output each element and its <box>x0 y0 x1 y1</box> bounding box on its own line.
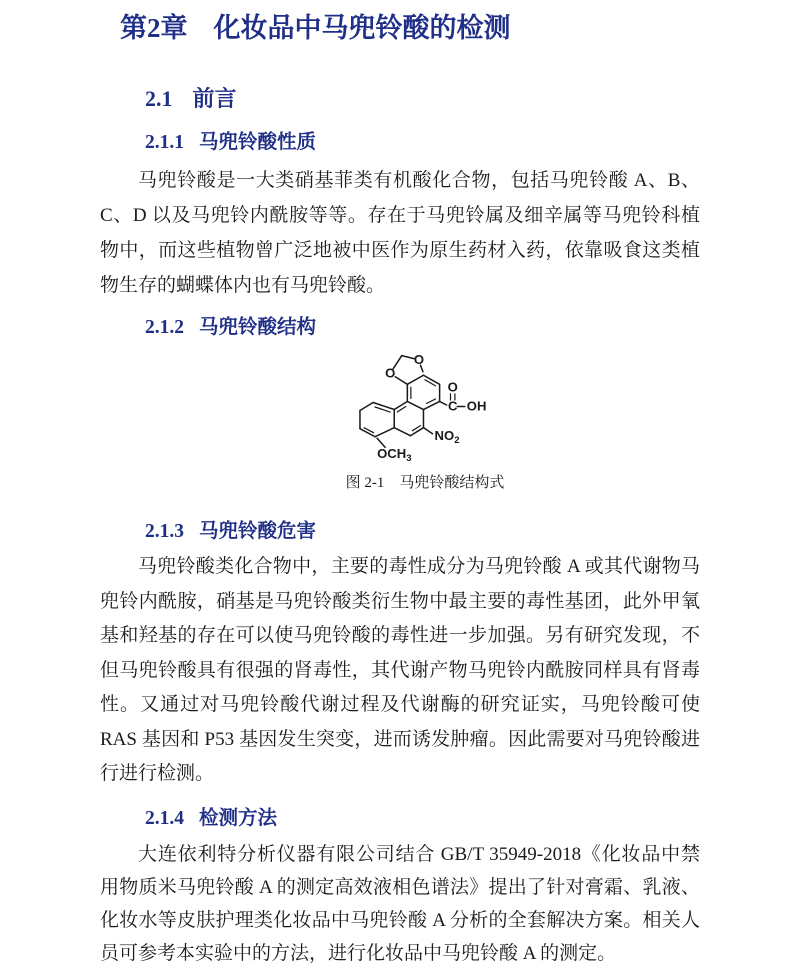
hydroxyl-label: OH <box>466 398 487 414</box>
subsection-number: 2.1.4 <box>145 807 184 829</box>
subsection-title: 马兜铃酸性质 <box>199 132 317 153</box>
chapter-title: 化妆品中马兜铃酸的检测 <box>213 13 511 43</box>
subsection-heading-212 <box>145 315 800 341</box>
subsection-heading-211 <box>145 130 800 156</box>
aristolochic-acid-structure-diagram <box>343 343 511 469</box>
document-page <box>0 11 800 964</box>
section-number: 2.1 <box>145 86 173 111</box>
dioxole-o-right-label: O <box>413 352 425 368</box>
subsection-heading-213 <box>145 519 800 545</box>
subsection-number: 2.1.3 <box>145 521 184 542</box>
dioxole-o-left-label: O <box>385 365 396 381</box>
chapter-heading <box>120 11 800 45</box>
nitro-group-label: $NO_2$ <box>434 427 460 446</box>
subsection-heading-214 <box>145 806 800 832</box>
paragraph-aa-properties: 马兜铃酸是一大类硝基菲类有机酸化合物，包括马兜铃酸 A、B、C、D 以及马兜铃内酰胺等等。存在于马兜铃属及细辛属等马兜铃科植物中，而这些植物曾广泛地被中医作为原生药材入药，依靠吸食这类植物生存的蝴蝶体内也有马兜铃酸。 <box>100 170 700 296</box>
figure-caption: 图 2-1 马兜铃酸结构式 <box>345 475 505 491</box>
subsection-title: 检测方法 <box>199 807 278 829</box>
subsection-title: 马兜铃酸危害 <box>199 521 317 542</box>
carbonyl-o-label: O <box>447 379 458 395</box>
structure-figure <box>343 343 511 469</box>
section-title: 前言 <box>192 86 237 111</box>
subsection-title: 马兜铃酸结构 <box>199 317 317 338</box>
subsection-number: 2.1.1 <box>145 132 184 153</box>
chapter-number: 第2章 <box>120 13 188 43</box>
paragraph-aa-hazards: 马兜铃酸类化合物中，主要的毒性成分为马兜铃酸 A 或其代谢物马兜铃内酰胺，硝基是马兜铃酸类衍生物中最主要的毒性基团，此外甲氧基和羟基的存在可以使马兜铃酸的毒性进一步加强。另有研究发现，不但马兜铃酸具有很强的肾毒性，其代谢产物马兜铃内酰胺同样具有肾毒性。又通过对马兜铃酸代谢过程及代谢酶的研究证实，马兜铃酸可使 RAS 基因和 P53 基因发生突变，进而诱发肿瘤。因此需要对马兜铃酸进行进行检测。 <box>100 556 700 784</box>
section-heading-21 <box>145 85 800 113</box>
subsection-number: 2.1.2 <box>145 317 184 338</box>
methoxy-group-label: $OCH_3$ <box>377 445 412 464</box>
paragraph-detection-method: 大连依利特分析仪器有限公司结合 GB/T 35949-2018《化妆品中禁用物质米马兜铃酸 A 的测定高效液相色谱法》提出了针对膏霜、乳液、化妆水等皮肤护理类化妆品中马兜铃酸 A 分析的全套解决方案。相关人员可参考本实验中的方法，进行化妆品中马兜铃酸 A 的测定。 <box>100 843 700 964</box>
carboxyl-c-label: C <box>447 398 458 414</box>
